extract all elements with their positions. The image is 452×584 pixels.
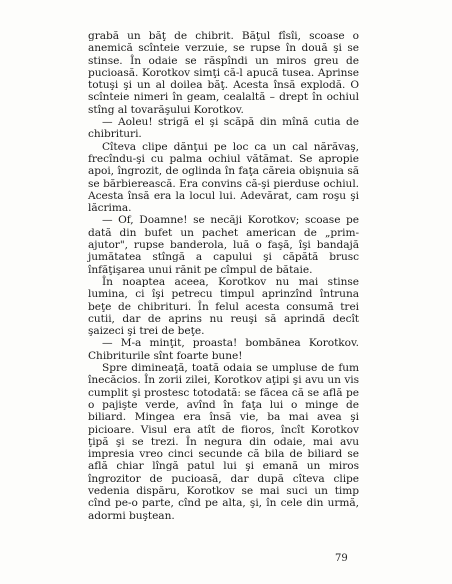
paragraph: — M-a minţit, proasta! bombănea Korotkov. Chibriturile sînt foarte bune! xyxy=(88,337,359,362)
paragraph: — Aoleu! strigă el şi scăpă din mînă cutia de chibrituri. xyxy=(88,116,359,141)
body-text xyxy=(88,30,359,522)
paragraph: În noaptea aceea, Korotkov nu mai stinse lumina, ci îşi petrecu timpul aprinzînd întruna beţe de chibrituri. În felul acesta consumă trei cutii, dar de aprins nu reuşi să aprindă decît şaizeci şi trei de beţe. xyxy=(88,275,359,338)
page-number: 79 xyxy=(335,553,348,564)
paragraph: grabă un băţ de chibrit. Băţul fîsîi, scoase o anemică scînteie verzuie, se rupse în două şi se stinse. În odaie se răspîndi un miros greu de pucioasă. Korotkov simţi că-l apucă tusea. Aprinse totuşi şi un al doilea băţ. Acesta însă explodă. O scînteie nimeri în geam, cealaltă – drept în ochiul stîng al tovarăşului Korotkov. xyxy=(88,30,359,116)
paragraph: — Of, Doamne! se necăji Korotkov; scoase pe dată din bufet un pachet american de „prim-ajutor", rupse banderola, luă o faşă, îşi bandajă jumătatea stîngă a capului şi căpătă brusc înfăţişarea unui rănit pe cîmpul de bătaie. xyxy=(88,214,359,276)
paragraph: Spre dimineaţă, toată odaia se umpluse de fum înecăcios. În zorii zilei, Korotkov aţipi şi avu un vis cumplit şi prostesc totodată: se făcea că se află pe o pajişte verde, avînd în faţa lui o minge de biliard. Mingea era însă vie, ba mai avea şi picioare. Visul era atît de fioros, încît Korotkov ţipă şi se trezi. În negura din odaie, mai avu impresia vreo cinci secunde că bila de biliard se află chiar lîngă patul lui şi emană un miros îngrozitor de pucioasă, dar după cîteva clipe vedenia dispăru, Korotkov se mai suci un timp cînd pe-o parte, cînd pe alta, şi, în cele din urmă, adormi buştean. xyxy=(88,362,359,522)
paragraph: Cîteva clipe dănţui pe loc ca un cal nărăvaş, frecîndu-şi cu palma ochiul vătămat. Se apropie apoi, îngrozit, de oglinda în faţa căreia obişnuia să se bărbierească. Era convins că-şi pierduse ochiul. Acesta însă era la locul lui. Adevărat, cam roşu şi lăcrima. xyxy=(88,140,359,215)
